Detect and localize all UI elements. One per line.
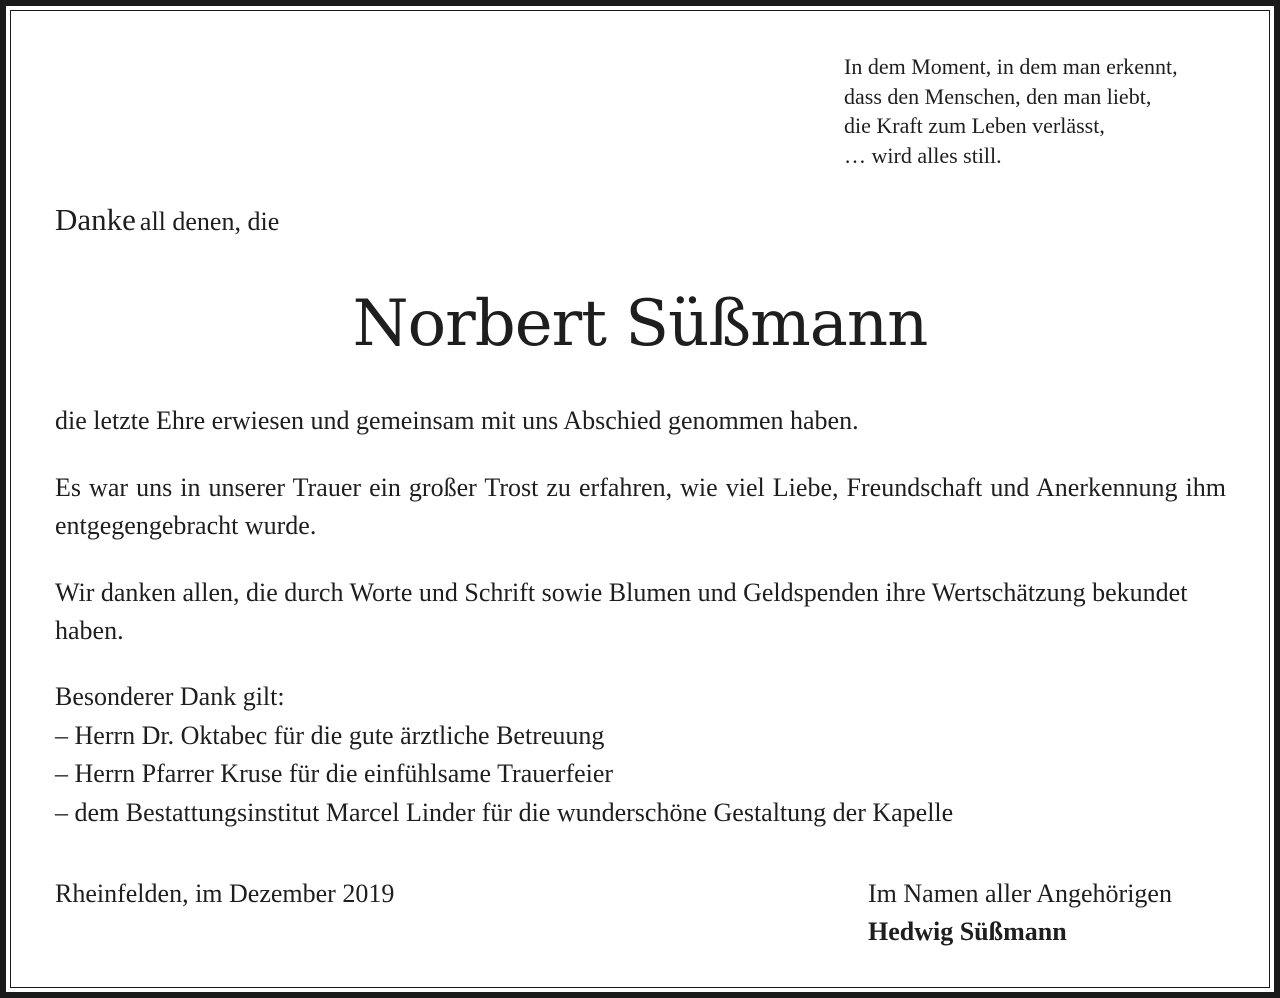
quote-line: die Kraft zum Leben verlässt, [844,113,1105,138]
paragraph-farewell: die letzte Ehre erwiesen und gemeinsam mit uns Abschied genommen haben. [55,406,859,435]
memorial-quote [844,52,1178,170]
thanks-heading [55,200,279,246]
special-thanks-item: – dem Bestattungsinstitut Marcel Linder für die wunderschöne Gestaltung der Kapelle [55,797,954,827]
special-thanks-item: – Herrn Dr. Oktabec für die gute ärztliche Betreuung [55,720,605,750]
special-thanks-heading: Besonderer Dank gilt: [55,682,285,711]
quote-line: dass den Menschen, den man liebt, [844,83,1152,109]
thanks-rest: all denen, die [139,207,280,236]
special-thanks [55,678,953,832]
paragraph-gratitude: Wir danken allen, die durch Worte und Schrift sowie Blumen und Geldspenden ihre Wertschätzung bekundet haben. [55,578,1188,645]
place-date: Rheinfelden, im Dezember 2019 [55,879,395,908]
paragraph-comfort: Es war uns in unserer Trauer ein großer Trost zu erfahren, wie viel Liebe, Freundschaft und Anerkennung ihm entgegengebracht wurde. [55,473,1226,540]
signature-block [868,875,1172,951]
special-thanks-item: – Herrn Pfarrer Kruse für die einfühlsame Trauerfeier [55,759,614,788]
quote-line: In dem Moment, in dem man erkennt, [844,54,1178,79]
deceased-name: Norbert Süßmann [352,287,928,361]
on-behalf-line: Im Namen aller Angehörigen [868,879,1172,908]
quote-line: … wird alles still. [844,142,1002,168]
thanks-lead: Danke [55,202,136,237]
signer-name: Hedwig Süßmann [868,917,1067,946]
